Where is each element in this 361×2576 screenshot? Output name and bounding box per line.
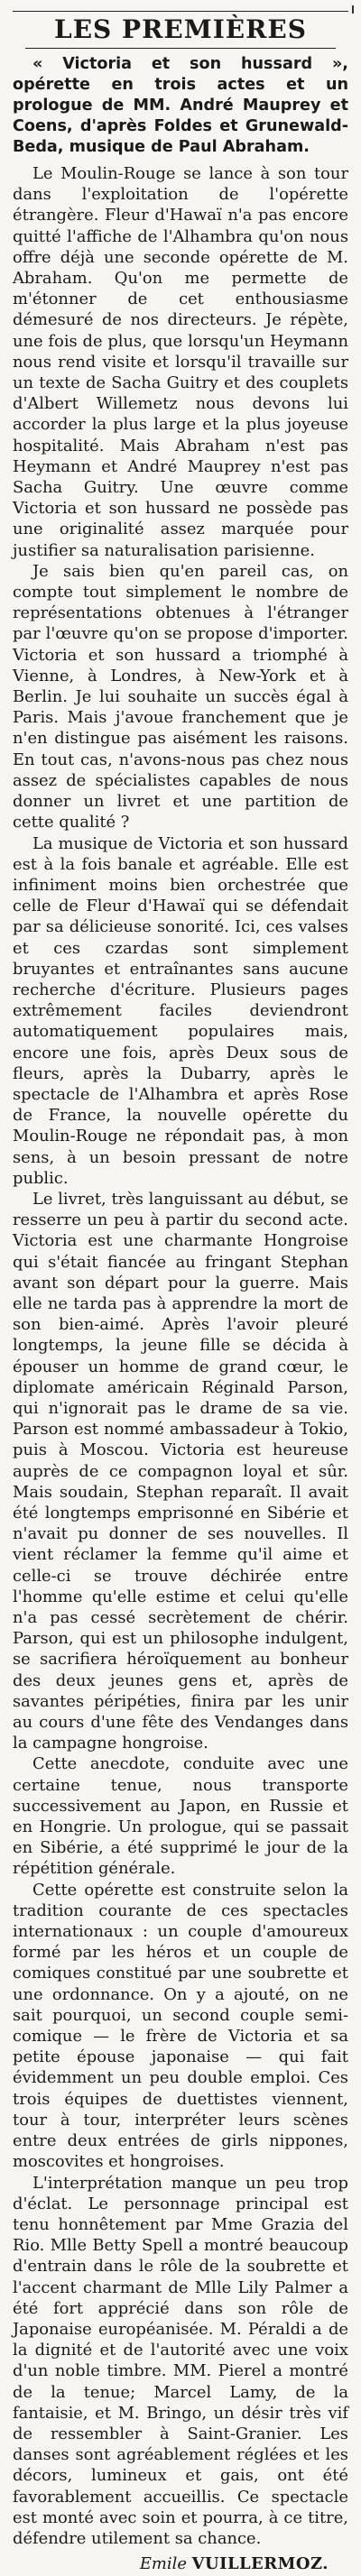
- paragraph-interpretation: L'interprétation manque un peu trop d'éclat. Le personnage principal est tenu honnêtement par Mme Grazia del Rio. Mlle Betty Spell a montré beaucoup d'entrain dans le rôle de la soubrette et l'accent charmant de Mlle Lily Palmer a été fort apprécié dans son rôle de Japonaise européanisée. M. Péraldi a de la dignité et de l'autorité avec une voix d'un noble timbre. MM. Pierel a montré de la tenue; Marcel Lamy, de la fantaisie, et M. Bringo, un désir très vif de ressembler à Saint-Granier. Les danses sont agréablement réglées et les décors, lumineux et gais, ont été favorablement accueillis. Ce spectacle est monté avec soin et pourra, à ce titre, défendre utilement sa chance.: [13, 2173, 348, 2548]
- paragraph-music: La musique de Victoria et son hussard est à la fois banale et agréable. Elle est infiniment moins bien orchestrée que celle de Fleur d'Hawaï qui se défendait par sa délicieuse sonorité. Ici, ces valses et ces czardas sont simplement bruyantes et entraînantes sans aucune recherche d'écriture. Plusieurs pages extrêmement faciles deviendront automatiquement populaires mais, encore une fois, après Deux sous de fleurs, après la Dubarry, après le spectacle de l'Alhambra et après Rose de France, la nouvelle opérette du Moulin-Rouge ne répondait pas, à mon sens, à un besoin pressant de notre public.: [13, 833, 348, 1188]
- section-masthead: LES PREMIÈRES: [54, 14, 307, 44]
- author-last-name: VUILLERMOZ.: [191, 2554, 329, 2574]
- margin-mark: [352, 5, 354, 14]
- article-body: [13, 163, 348, 2549]
- paragraph-construction: Cette opérette est construite selon la tradition courante de ces spectacles internationaux : un couple d'amoureux formé par les héros et un couple de comiques constitué par une soubrette et une ordonnance. On y a ajouté, on ne sait pourquoi, un second couple semi-comique — le frère de Victoria et sa petite épouse japonaise — qui fait évidemment un peu double emploi. Ces trois équipes de duettistes viennent, tour à tour, interpréter leurs scènes entre deux entrées de girls nippones, moscovites et hongroises.: [13, 1880, 348, 2172]
- author-first-name: Emile: [139, 2554, 187, 2574]
- paragraph-intro: Le Moulin-Rouge se lance à son tour dans l'exploitation de l'opérette étrangère. Fleur d'Hawaï n'a pas encore quitté l'affiche de l'Alhambra qu'on nous offre déjà une seconde opérette de M. Abraham. Qu'on me permette de m'étonner de cet enthousiasme démesuré de nos directeurs. Je répète, une fois de plus, que lorsqu'un Heymann nous rend visite et lorsqu'il travaille sur un texte de Sacha Guitry et des couplets d'Albert Willemetz nous devons lui accorder la plus large et la plus joyeuse hospitalité. Mais Abraham n'est pas Heymann et André Mauprey n'est pas Sacha Guitry. Une œuvre comme Victoria et son hussard ne possède pas une originalité assez marquée pour justifier sa naturalisation parisienne.: [13, 164, 348, 560]
- author-signature: [13, 2553, 348, 2576]
- paragraph-representations: Je sais bien qu'en pareil cas, on compte tout simplement le nombre de représentations obtenues à l'étranger par l'œuvre qu'on se propose d'importer. Victoria et son hussard a triomphé à Vienne, à Londres, à New-York et à Berlin. Je lui souhaite un succès égal à Paris. Mais j'avoue franchement que je n'en distingue pas aisément les raisons. En tout cas, n'avons-nous pas chez nous assez de spécialistes capables de nous donner un livret et une partition de cette qualité ?: [13, 561, 348, 833]
- masthead-rule: [25, 48, 336, 49]
- paragraph-libretto: Le livret, très languissant au début, se resserre un peu à partir du second acte. Victoria est une charmante Hongroise qui s'était fiancée au fringant Stephan avant son départ pour la guerre. Mais elle ne tarda pas à apprendre la mort de son bien-aimé. Après l'avoir pleuré longtemps, la jeune fille se décida à épouser un homme de grand cœur, le diplomate américain Réginald Parson, qui n'ignorait pas le drame de sa vie. Parson est nommé ambassadeur à Tokio, puis à Moscou. Victoria est heureuse auprès de ce compagnon loyal et sûr. Mais soudain, Stephan reparaît. Il avait été longtemps emprisonné en Sibérie et n'avait pu donner de ses nouvelles. Il vient réclamer la femme qu'il aime et celle-ci se trouve déchirée entre l'homme qu'elle estime et celui qu'elle n'a pas cessé secrètement de chérir. Parson, qui est un philosophe indulgent, se sacrifiera héroïquement au bonheur des deux jeunes gens et, après de savantes péripéties, finira par les unir au cours d'une fête des Vendanges dans la campagne hongroise.: [13, 1189, 348, 1753]
- article-headline: « Victoria et son hussard », opérette en trois actes et un prologue de MM. André Mauprey et Coens, d'après Foldes et Grunewald-Beda, musique de Paul Abraham.: [13, 55, 348, 156]
- paragraph-anecdote: Cette anecdote, conduite avec une certaine tenue, nous transporte successivement au Japon, en Russie et en Hongrie. Un prologue, qui se passait en Sibérie, a été supprimé le jour de la répétition générale.: [13, 1754, 348, 1879]
